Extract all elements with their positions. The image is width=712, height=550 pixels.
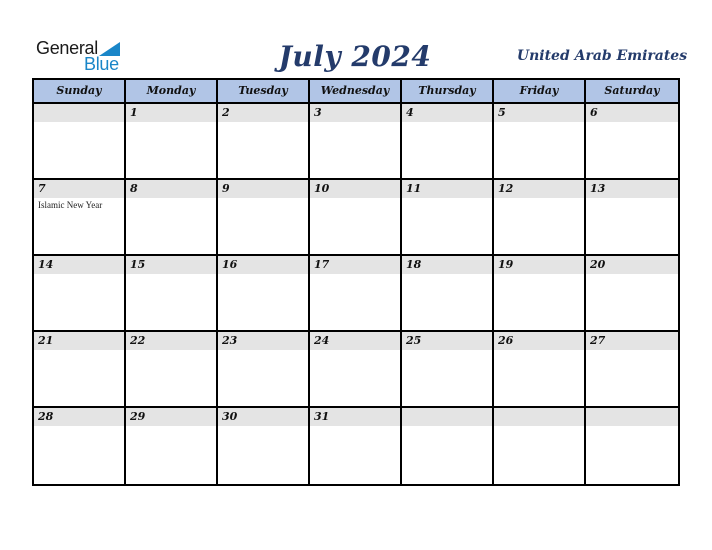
calendar-grid [32, 78, 680, 486]
weekday-header-row [34, 80, 678, 104]
day-cell [310, 408, 402, 484]
day-cell [34, 408, 126, 484]
logo-text-blue: Blue [84, 54, 119, 74]
day-cell [494, 256, 586, 332]
day-cell [402, 256, 494, 332]
day-number: 3 [310, 104, 400, 122]
day-cell [218, 180, 310, 256]
day-cell [218, 408, 310, 484]
logo-text-general: General [36, 38, 98, 58]
day-cell [126, 180, 218, 256]
day-number: 12 [494, 180, 584, 198]
day-number [586, 408, 678, 426]
day-cell [218, 104, 310, 180]
day-number: 14 [34, 256, 124, 274]
day-cell [34, 180, 126, 256]
day-cell [494, 104, 586, 180]
day-number: 22 [126, 332, 216, 350]
day-number: 5 [494, 104, 584, 122]
weekday-wednesday: Wednesday [310, 80, 402, 102]
day-number: 6 [586, 104, 678, 122]
day-cell [126, 256, 218, 332]
generalblue-logo [36, 38, 128, 74]
days-grid [34, 104, 678, 484]
calendar-title: July 2024 [278, 40, 432, 73]
day-cell [402, 408, 494, 484]
day-cell [402, 104, 494, 180]
day-cell [494, 408, 586, 484]
day-cell [586, 256, 678, 332]
day-number: 21 [34, 332, 124, 350]
day-cell [402, 180, 494, 256]
day-number: 24 [310, 332, 400, 350]
day-number: 23 [218, 332, 308, 350]
day-cell [34, 104, 126, 180]
day-number: 25 [402, 332, 492, 350]
day-number: 28 [34, 408, 124, 426]
day-cell [494, 180, 586, 256]
day-number: 13 [586, 180, 678, 198]
day-cell [218, 332, 310, 408]
day-cell [34, 256, 126, 332]
day-cell [34, 332, 126, 408]
day-number [402, 408, 492, 426]
day-number: 17 [310, 256, 400, 274]
day-cell [126, 408, 218, 484]
day-cell [586, 332, 678, 408]
day-number [494, 408, 584, 426]
weekday-thursday: Thursday [402, 80, 494, 102]
day-cell [402, 332, 494, 408]
day-number: 11 [402, 180, 492, 198]
day-number: 8 [126, 180, 216, 198]
day-cell [310, 256, 402, 332]
weekday-saturday: Saturday [604, 84, 660, 97]
day-cell [310, 332, 402, 408]
weekday-sunday: Sunday [34, 80, 126, 102]
day-cell [494, 332, 586, 408]
day-number: 29 [126, 408, 216, 426]
holiday-label: Islamic New Year [38, 200, 103, 210]
day-cell [126, 104, 218, 180]
day-number: 18 [402, 256, 492, 274]
day-cell [586, 408, 678, 484]
weekday-monday: Monday [126, 80, 218, 102]
weekday-tuesday: Tuesday [218, 80, 310, 102]
day-cell [310, 180, 402, 256]
day-number: 26 [494, 332, 584, 350]
day-number: 30 [218, 408, 308, 426]
day-cell [310, 104, 402, 180]
day-number: 20 [586, 256, 678, 274]
day-cell [586, 104, 678, 180]
country-label: United Arab Emirates [516, 48, 688, 64]
day-cell [126, 332, 218, 408]
day-number: 19 [494, 256, 584, 274]
day-number: 16 [218, 256, 308, 274]
day-number: 2 [218, 104, 308, 122]
day-number [34, 104, 124, 122]
day-cell [586, 180, 678, 256]
day-number: 31 [310, 408, 400, 426]
day-number: 27 [586, 332, 678, 350]
day-number: 9 [218, 180, 308, 198]
day-number: 4 [402, 104, 492, 122]
day-cell [218, 256, 310, 332]
weekday-friday: Friday [494, 80, 586, 102]
day-number: 7 [34, 180, 124, 198]
day-number: 1 [126, 104, 216, 122]
day-number: 15 [126, 256, 216, 274]
day-number: 10 [310, 180, 400, 198]
